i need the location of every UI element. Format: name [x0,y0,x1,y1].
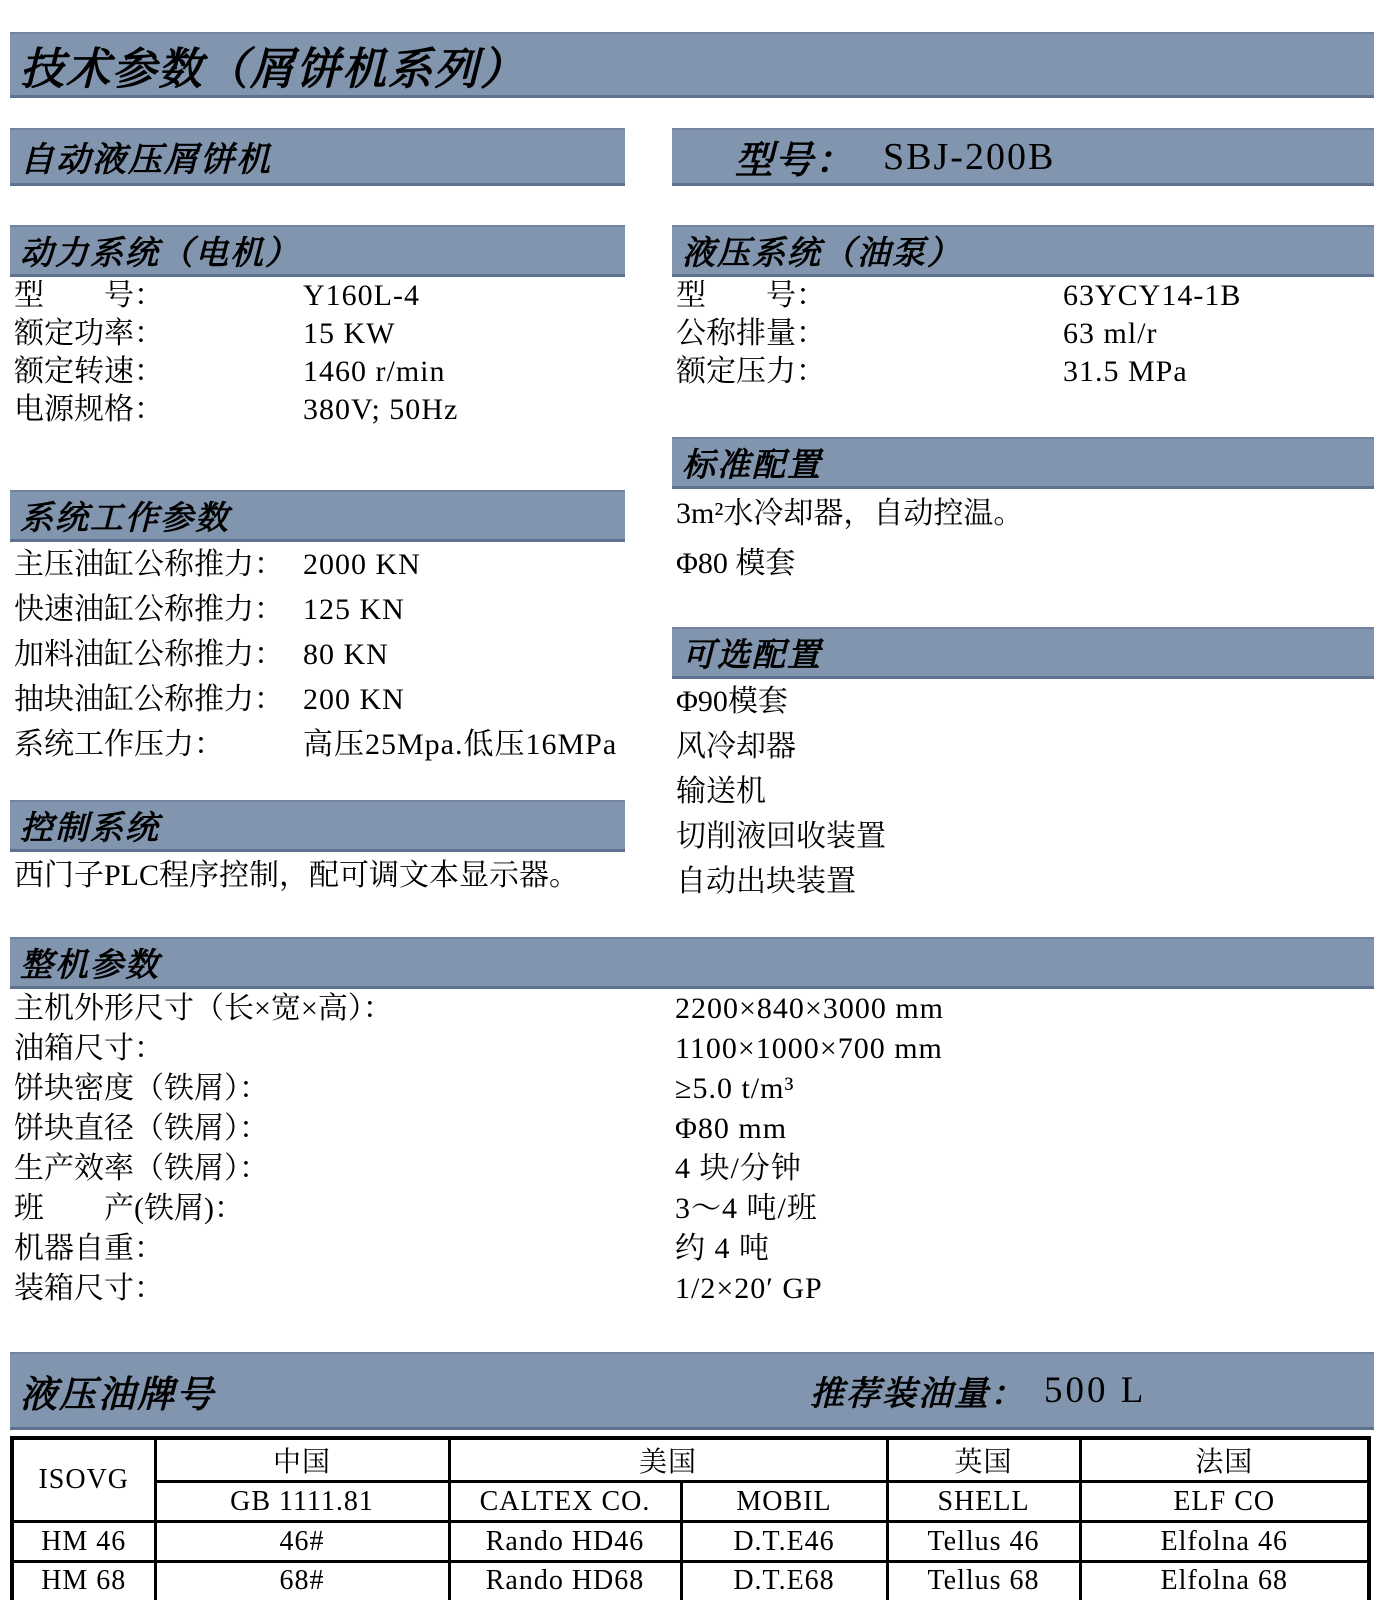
cell-brand: GB 1111.81 [155,1482,449,1522]
machine-params-title: 整机参数 [20,948,160,984]
cell-oil: Rando HD68 [449,1562,681,1600]
control-system-description: 西门子PLC程序控制，配可调文本显示器。 [14,859,580,892]
spec-label: 额定转速： [14,355,164,388]
control-system-section [10,800,625,900]
spec-value: 80 KN [303,638,389,671]
cell-brand: MOBIL [681,1482,887,1522]
spec-row [14,1069,1374,1109]
cell-oil: 46# [155,1522,449,1562]
spec-value: Y160L-4 [303,279,420,312]
spec-value: 1/2×20′ GP [675,1272,823,1305]
control-system-header [10,800,625,852]
cell-oil: Rando HD46 [449,1522,681,1562]
spec-value: 3～4 吨/班 [675,1192,818,1225]
cell-country: 中国 [155,1438,449,1482]
working-params-title: 系统工作参数 [20,501,230,537]
spec-label: 型 号： [14,279,164,312]
page-title-bar [10,32,1374,98]
oil-grade-bar [10,1352,1374,1430]
spec-label: 生产效率（铁屑）： [14,1152,269,1185]
spec-label: 油箱尺寸： [14,1032,164,1065]
table-row-countries [12,1438,1369,1482]
capacity-value: 500 L [1044,1370,1147,1411]
config-item: 3m²水冷却器，自动控温。 [676,497,1024,530]
spec-label: 快速油缸公称推力： [14,593,284,626]
cell-oil: D.T.E46 [681,1522,887,1562]
config-item: 输送机 [676,775,766,808]
spec-row [14,542,625,587]
cell-country: 美国 [449,1438,887,1482]
spec-label: 额定压力： [676,355,826,388]
spec-row [14,391,625,429]
control-system-title: 控制系统 [20,811,160,847]
spec-label: 饼块直径（铁屑）： [14,1112,269,1145]
spec-label: 主压油缸公称推力： [14,548,284,581]
spec-row [14,1189,1374,1229]
hydraulic-system-section [672,225,1374,391]
spec-label: 电源规格： [14,393,164,426]
cell-oil: Tellus 68 [887,1562,1080,1600]
spec-value: 高压25Mpa.低压16MPa [303,728,618,761]
spec-value: 31.5 MPa [1063,355,1188,388]
spec-row [14,722,625,767]
power-system-header [10,225,625,277]
page-title: 技术参数（屑饼机系列） [20,44,526,94]
machine-name-bar [10,128,625,186]
spec-row [14,989,1374,1029]
spec-row [14,1029,1374,1069]
spec-label: 公称排量： [676,317,826,350]
spec-value: 1460 r/min [303,355,446,388]
spec-row [14,1229,1374,1269]
spec-row [676,315,1374,353]
cell-isovg: ISOVG [12,1438,155,1522]
spec-row [676,353,1374,391]
table-row [12,1562,1369,1600]
table-row [12,1522,1369,1562]
cell-brand: SHELL [887,1482,1080,1522]
spec-row [676,277,1374,315]
cell-grade: HM 68 [12,1562,155,1600]
spec-value: ≥5.0 t/m³ [675,1072,795,1105]
spec-label: 饼块密度（铁屑）： [14,1072,269,1105]
optional-config-section [672,627,1374,904]
config-item: 自动出块装置 [676,865,856,898]
model-label: 型号： [735,140,856,182]
spec-row [14,587,625,632]
machine-name: 自动液压屑饼机 [20,142,272,179]
spec-label: 加料油缸公称推力： [14,638,284,671]
spec-value: Φ80 mm [675,1112,788,1145]
working-params-section [10,490,625,767]
config-item: 风冷却器 [676,730,796,763]
spec-value: 63 ml/r [1063,317,1158,350]
power-system-section [10,225,625,429]
model-bar [672,128,1374,186]
capacity-label: 推荐装油量： [810,1376,1026,1413]
working-params-header [10,490,625,542]
spec-value: 380V; 50Hz [303,393,459,426]
config-item: Φ80 模套 [676,547,796,580]
oil-grade-title: 液压油牌号 [20,1374,215,1416]
optional-config-header [672,627,1374,679]
recommended-oil-capacity [810,1354,1146,1427]
spec-row [14,677,625,722]
spec-value: 200 KN [303,683,405,716]
optional-config-title: 可选配置 [682,638,822,674]
cell-grade: HM 46 [12,1522,155,1562]
cell-oil: Elfolna 46 [1080,1522,1369,1562]
spec-value: 4 块/分钟 [675,1152,802,1185]
cell-country: 英国 [887,1438,1080,1482]
cell-oil: Elfolna 68 [1080,1562,1369,1600]
spec-label: 主机外形尺寸（长×宽×高）： [14,992,393,1025]
spec-label: 系统工作压力： [14,728,224,761]
spec-value: 1100×1000×700 mm [675,1032,943,1065]
config-item: Φ90模套 [676,685,788,718]
spec-value: 2000 KN [303,548,421,581]
spec-row [14,1109,1374,1149]
config-item: 切削液回收装置 [676,820,886,853]
spec-label: 装箱尺寸： [14,1272,164,1305]
spec-label: 抽块油缸公称推力： [14,683,284,716]
oil-brand-table [10,1436,1371,1600]
cell-oil: D.T.E68 [681,1562,887,1600]
standard-config-title: 标准配置 [682,448,822,484]
hydraulic-system-title: 液压系统（油泵） [682,236,962,272]
spec-value: 2200×840×3000 mm [675,992,945,1025]
cell-country: 法国 [1080,1438,1369,1482]
spec-value: 125 KN [303,593,405,626]
table-row-brands [12,1482,1369,1522]
machine-params-header [10,937,1374,989]
spec-row [14,353,625,391]
machine-params-section [10,937,1374,1309]
spec-label: 班 产(铁屑)： [14,1192,244,1225]
cell-brand: CALTEX CO. [449,1482,681,1522]
hydraulic-system-header [672,225,1374,277]
spec-row [14,277,625,315]
power-system-title: 动力系统（电机） [20,236,300,272]
cell-oil: 68# [155,1562,449,1600]
spec-value: 63YCY14-1B [1063,279,1242,312]
spec-label: 额定功率： [14,317,164,350]
spec-label: 型 号： [676,279,826,312]
spec-value: 15 KW [303,317,396,350]
standard-config-header [672,437,1374,489]
spec-row [14,315,625,353]
spec-label: 机器自重： [14,1232,164,1265]
spec-row [14,1269,1374,1309]
spec-row [14,1149,1374,1189]
spec-value: 约 4 吨 [675,1232,770,1265]
model-value: SBJ-200B [883,135,1056,178]
spec-row [14,632,625,677]
standard-config-section [672,437,1374,589]
cell-brand: ELF CO [1080,1482,1369,1522]
cell-oil: Tellus 46 [887,1522,1080,1562]
